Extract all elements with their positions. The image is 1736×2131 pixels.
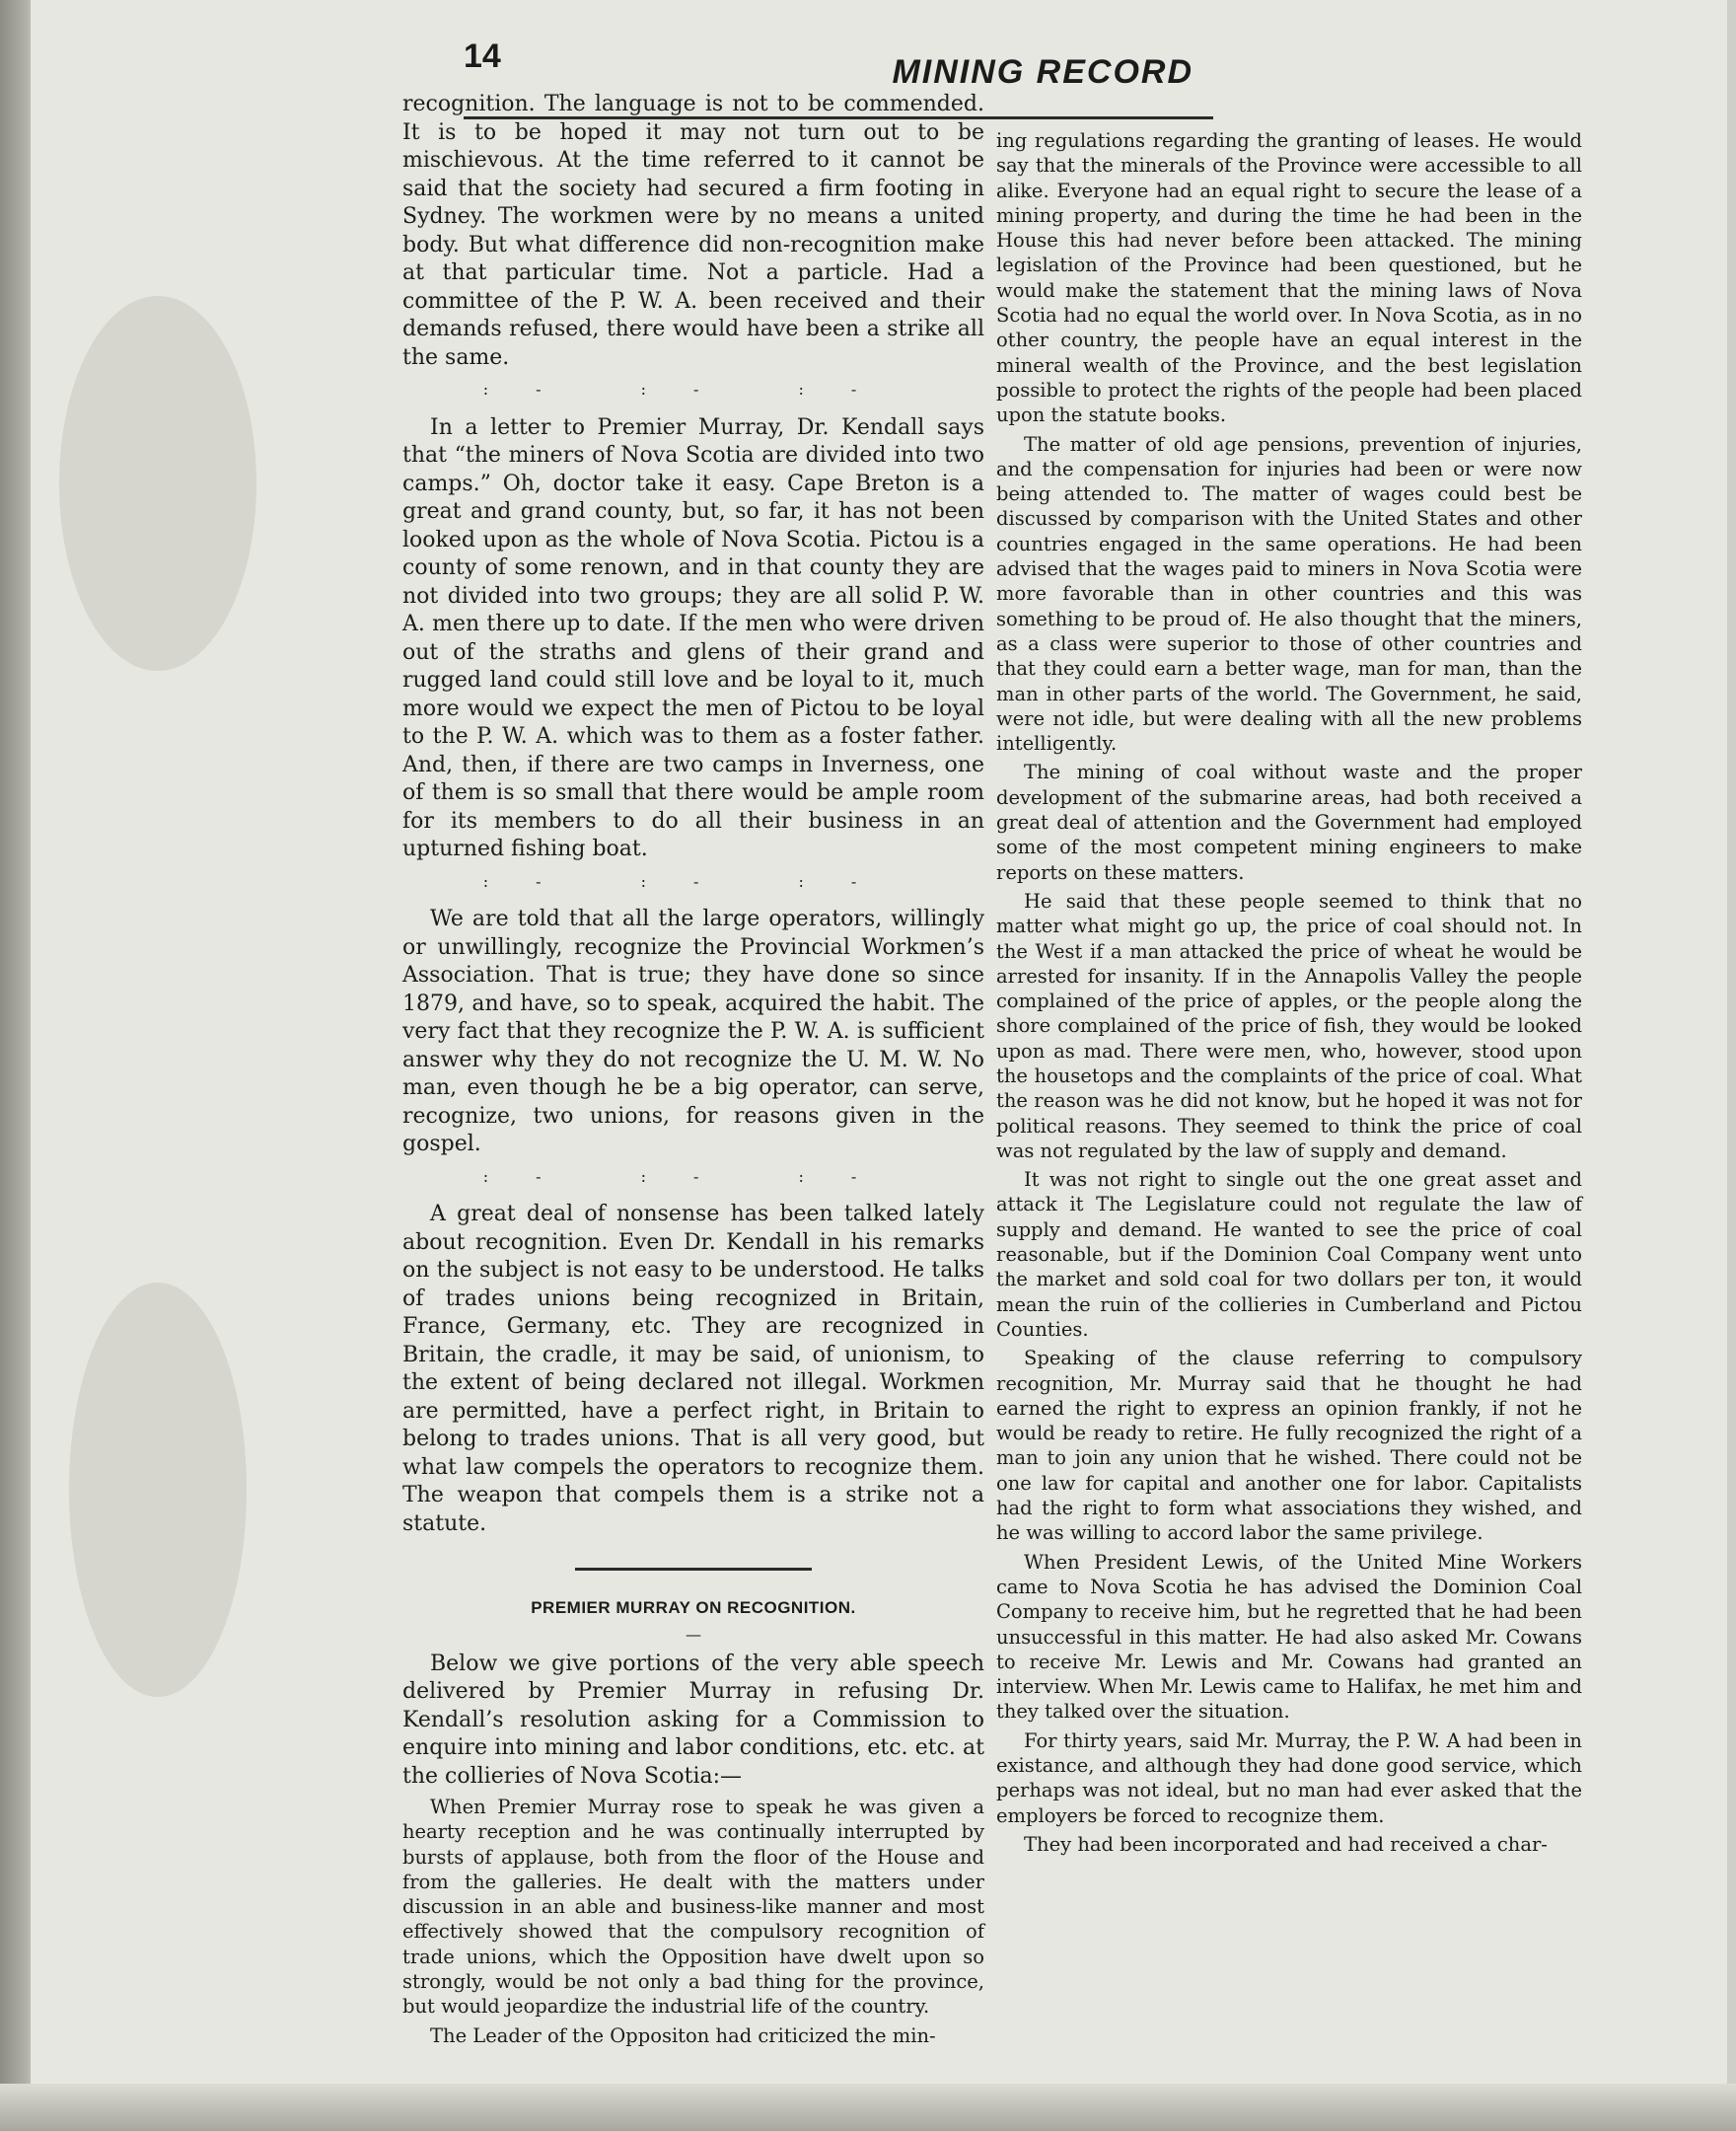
- paragraph: When President Lewis, of the United Mine Workers came to Nova Scotia he has advised the Dominion Coal Company to receive him, but he regretted that he had been unsuccessful in this matter. He had also asked Mr. Cowans to receive Mr. Lewis and Mr. Cowans had granted an interview. When Mr. Lewis came to Halifax, he met him and they talked over the situation.: [996, 1550, 1582, 1724]
- paragraph: They had been incorporated and had received a char-: [1024, 1832, 1548, 1856]
- separator: :- :- :-: [482, 380, 904, 399]
- journal-title: MINING RECORD: [892, 53, 1194, 91]
- separator: :- :- :-: [482, 871, 904, 891]
- paragraph: The matter of old age pensions, prevention of injuries, and the compensation for injuries had been or were now being attended to. The matter of wages could best be discussed by comparison with the United States and other countries engaged in the same operations. He had been advised that the wages paid to miners in Nova Scotia were more favorable than in other countries and this was something to be proud of. He also thought that the miners, as a class were superior to those of other countries and that they could earn a better wage, man for man, than the man in other parts of the world. The Government, he said, were not idle, but were dealing with all the new problems intelligently.: [996, 432, 1582, 756]
- paper-stain: [69, 1283, 247, 1697]
- paragraph: Speaking of the clause referring to compulsory recognition, Mr. Murray said that he thought he had earned the right to express an opinion frankly, if not he would be ready to retire. He fully recognized the right of a man to join any union that he wished. There could not be one law for capital and another one for labor. Capitalists had the right to form what associations they wished, and he was willing to accord labor the same privilege.: [996, 1347, 1582, 1545]
- page-bottom-edge: [0, 2084, 1736, 2131]
- paragraph: Below we give portions of the very able speech delivered by Premier Murray in refusing Dr. Kendall’s resolution asking for a Commission to enquire into mining and labor conditions, etc. etc. at the collieries of Nova Scotia:—: [402, 1651, 984, 1789]
- paragraph: A great deal of nonsense has been talked lately about recognition. Even Dr. Kendall in his remarks on the subject is not easy to be understood. He talks of trades unions being recognized in Britain, France, Germany, etc. They are recognized in Britain, the cradle, it may be said, of unionism, to the extent of being declared not illegal. Workmen are permitted, have a perfect right, in Britain to belong to trades unions. That is all very good, but what law compels the operators to recognize them. The weapon that compels them is a strike not a statute.: [402, 1202, 984, 1536]
- heading-dash: —: [686, 1624, 701, 1644]
- paragraph: When Premier Murray rose to speak he was given a hearty reception and he was continually interrupted by bursts of applause, both from the floor of the House and from the galleries. He dealt with the matters under discussion in an able and business-like manner and most effectively showed that the compulsory recognition of trade unions, which the Opposition have dwelt upon so strongly, would be not only a bad thing for the province, but would jeopardize the industrial life of the country.: [402, 1796, 984, 2019]
- paragraph: The mining of coal without waste and the proper development of the submarine areas, had both received a great deal of attention and the Government had employed some of the most competent mining engineers to make reports on these matters.: [996, 761, 1582, 884]
- paragraph: recognition. The language is not to be commended. It is to be hoped it may not turn out to be mischievous. At the time referred to it cannot be said that the society had secured a firm footing in Sydney. The workmen were by no means a united body. But what difference did non-recognition make at that particular time. Not a particle. Had a committee of the P. W. A. been received and their demands refused, there would have been a strike all the same.: [402, 92, 984, 370]
- right-column: [996, 128, 1582, 1861]
- left-column: [402, 91, 984, 2052]
- section-heading: PREMIER MURRAY ON RECOGNITION.: [531, 1598, 856, 1617]
- paragraph: The Leader of the Oppositon had criticized the min-: [430, 2023, 936, 2047]
- page-number: 14: [464, 37, 501, 75]
- separator: :- :- :-: [482, 1166, 904, 1186]
- section-divider: [575, 1568, 812, 1571]
- paragraph: It was not right to single out the one great asset and attack it The Legislature could not regulate the law of supply and demand. He wanted to see the price of coal reasonable, but if the Dominion Coal Company went unto the market and sold coal for two dollars per ton, it would mean the ruin of the collieries in Cumberland and Pictou Counties.: [996, 1168, 1582, 1341]
- paragraph: We are told that all the large operators, willingly or unwillingly, recognize the Provincial Workmen’s Association. That is true; they have done so since 1879, and have, so to speak, acquired the habit. The very fact that they recognize the P. W. A. is sufficient answer why they do not recognize the U. M. W. No man, even though he be a big operator, can serve, recognize, two unions, for reasons given in the gospel.: [402, 907, 984, 1156]
- paragraph: ing regulations regarding the granting of leases. He would say that the minerals of the Province were accessible to all alike. Everyone had an equal right to secure the lease of a mining property, and during the time he had been in the House this had never before been attacked. The mining legislation of the Province had been questioned, but he would make the statement that the mining laws of Nova Scotia had no equal the world over. In Nova Scotia, as in no other country, the people have an equal interest in the mineral wealth of the Province, and the best legislation possible to protect the rights of the people had been placed upon the statute books.: [996, 129, 1582, 427]
- paragraph: In a letter to Premier Murray, Dr. Kendall says that “the miners of Nova Scotia are divided into two camps.” Oh, doctor take it easy. Cape Breton is a great and grand county, but, so far, it has not been looked upon as the whole of Nova Scotia. Pictou is a county of some renown, and in that county they are not divided into two groups; they are all solid P. W. A. men there up to date. If the men who were driven out of the straths and glens of their grand and rugged land could still love and be loyal to it, much more would we expect the men of Pictou to be loyal to the P. W. A. which was to them as a foster father. And, then, if there are two camps in Inverness, one of them is so small that there would be ample room for its members to do all their business in an upturned fishing boat.: [402, 414, 984, 861]
- paragraph: For thirty years, said Mr. Murray, the P. W. A had been in existance, and although they had done good service, which perhaps was not ideal, but no man had ever asked that the employers be forced to recognize them.: [996, 1728, 1582, 1827]
- paragraph: He said that these people seemed to think that no matter what might go up, the price of coal should not. In the West if a man attacked the price of wheat he would be arrested for insanity. If in the Annapolis Valley the people complained of the price of apples, or the people along the shore complained of the price of fish, they would be looked upon as mad. There were men, who, however, stood upon the housetops and the complaints of the price of coal. What the reason was he did not know, but he hoped it was not for political reasons. They seemed to think the price of coal was not regulated by the law of supply and demand.: [996, 889, 1582, 1162]
- paper-stain: [59, 296, 256, 671]
